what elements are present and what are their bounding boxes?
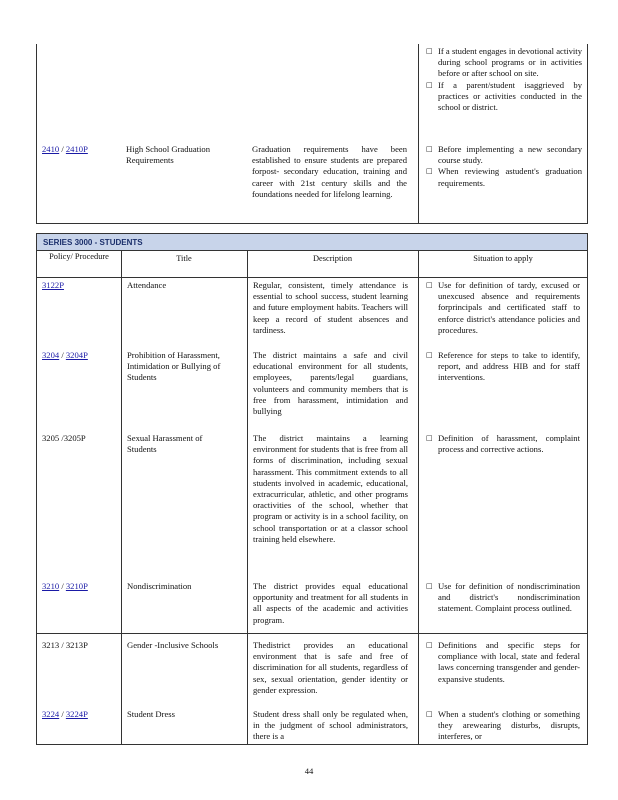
situation-cell-prev — [426, 46, 582, 113]
policy-separator: / — [59, 581, 66, 591]
title-cell: Gender -Inclusive Schools — [127, 640, 219, 650]
situation-item: □ If a student engages in devotional activity during school programs or in activities before or after school on site. — [426, 46, 582, 80]
situation-cell — [426, 433, 580, 455]
policy-link[interactable]: 3224 — [42, 709, 60, 719]
situation-item: □ Definitions and specific steps for compliance with local, state and federal laws concerning transgender and gender- expansive students. — [426, 640, 580, 685]
policy-link[interactable]: 2410 — [42, 144, 60, 154]
procedure-number: 3205P — [63, 433, 86, 443]
situation-item: □ When a student's clothing or something they arewearing disturbs, disrupts, interferes, or — [426, 709, 580, 743]
situation-item: □ If a parent/student isaggrieved by practices or activities conducted in the school or district. — [426, 80, 582, 114]
title-cell: Prohibition of Harassment, Intimidation or Bullying of Students — [127, 350, 221, 383]
description-cell: Regular, consistent, timely attendance is essential to school success, student learning and future employment habits. Teachers will keep a record of student absences and tardiness. — [253, 280, 408, 335]
situation-cell — [426, 350, 580, 384]
situation-cell — [426, 581, 580, 615]
column-header-description: Description — [312, 254, 353, 263]
policy-separator: / — [59, 709, 66, 719]
column-header-title: Title — [176, 254, 192, 263]
procedure-number: 3213P — [65, 640, 88, 650]
title-cell: Nondiscrimination — [127, 581, 192, 591]
description-cell: The district maintains a safe and civil educational environment for all students, employees, parents/legal guardians, volunteers and community members that is free from harassment, intimidation and bullying — [253, 350, 408, 417]
situation-item: □ Use for definition of tardy, excused or unexcused absence and requirements forprincipals and certificated staff to enforce district's attendance policies and procedures. — [426, 280, 580, 336]
policy-separator: / — [59, 433, 64, 443]
procedure-link[interactable]: 3224P — [65, 709, 88, 719]
title-cell: Attendance — [127, 280, 167, 290]
policy-link[interactable]: 3122P — [42, 280, 64, 290]
title-cell: Sexual Harassment of Students — [127, 433, 203, 455]
column-header-situation: Situation to apply — [473, 254, 533, 263]
policy-number: 3205 — [42, 433, 60, 443]
series-table — [36, 233, 588, 745]
policy-cell — [42, 709, 122, 720]
description-cell: Graduation requirements have been established to ensure students are prepared forpost- secondary education, training and career with 21st century skills and the foundations needed for lifelong learning. — [252, 144, 407, 199]
description-cell: Student dress shall only be regulated when, in the judgment of school administrators, there is a — [253, 709, 408, 742]
column-header-policy: Policy/ Procedure — [49, 252, 109, 261]
page-number: 44 — [304, 766, 314, 776]
policy-cell — [42, 280, 118, 291]
situation-cell — [426, 144, 582, 189]
continued-table — [36, 44, 588, 224]
situation-cell — [426, 709, 580, 743]
policy-separator: / — [59, 144, 66, 154]
title-cell: High School Graduation Requirements — [126, 144, 211, 166]
policy-separator: / — [59, 640, 66, 650]
procedure-link[interactable]: 2410P — [65, 144, 88, 154]
policy-cell — [42, 144, 122, 155]
situation-item: □ Before implementing a new secondary course study. — [426, 144, 582, 166]
policy-cell — [42, 433, 122, 444]
description-cell: The district maintains a learning environment for students that is free from all forms of discrimination, including sexual harassment. This commitment extends to all students involved in academic, educational, extracurricular, athletic, and other programs oractivities of the school, whether that program or activity is in a school facility, on school transportation or at a classor school training held elsewhere. — [253, 433, 408, 544]
description-cell: The district provides equal educational opportunity and treatment for all students in all aspects of the academic and activities program. — [253, 581, 408, 625]
policy-separator: / — [59, 350, 66, 360]
description-cell: Thedistrict provides an educational environment that is safe and free of discrimination for all students, regardless of sex, sexual orientation, gender identity or gender expression. — [253, 640, 408, 695]
series-header: SERIES 3000 - STUDENTS — [37, 234, 587, 251]
policy-cell — [42, 581, 122, 592]
policy-link[interactable]: 3204 — [42, 350, 60, 360]
situation-item: □ Use for definition of nondiscrimination and district's nondiscrimination statement. Complaint process outlined. — [426, 581, 580, 615]
title-cell: Student Dress — [127, 709, 175, 719]
policy-cell — [42, 640, 122, 651]
policy-number: 3213 — [42, 640, 60, 650]
policy-link[interactable]: 3210 — [42, 581, 60, 591]
policy-cell — [42, 350, 122, 361]
procedure-link[interactable]: 3204P — [65, 350, 88, 360]
situation-item: □ Reference for steps to take to identify, report, and address HIB and for staff interventions. — [426, 350, 580, 384]
situation-item: □ Definition of harassment, complaint process and corrective actions. — [426, 433, 580, 455]
procedure-link[interactable]: 3210P — [65, 581, 88, 591]
situation-cell — [426, 280, 580, 336]
situation-cell — [426, 640, 580, 685]
situation-item: □ When reviewing astudent's graduation requirements. — [426, 166, 582, 188]
